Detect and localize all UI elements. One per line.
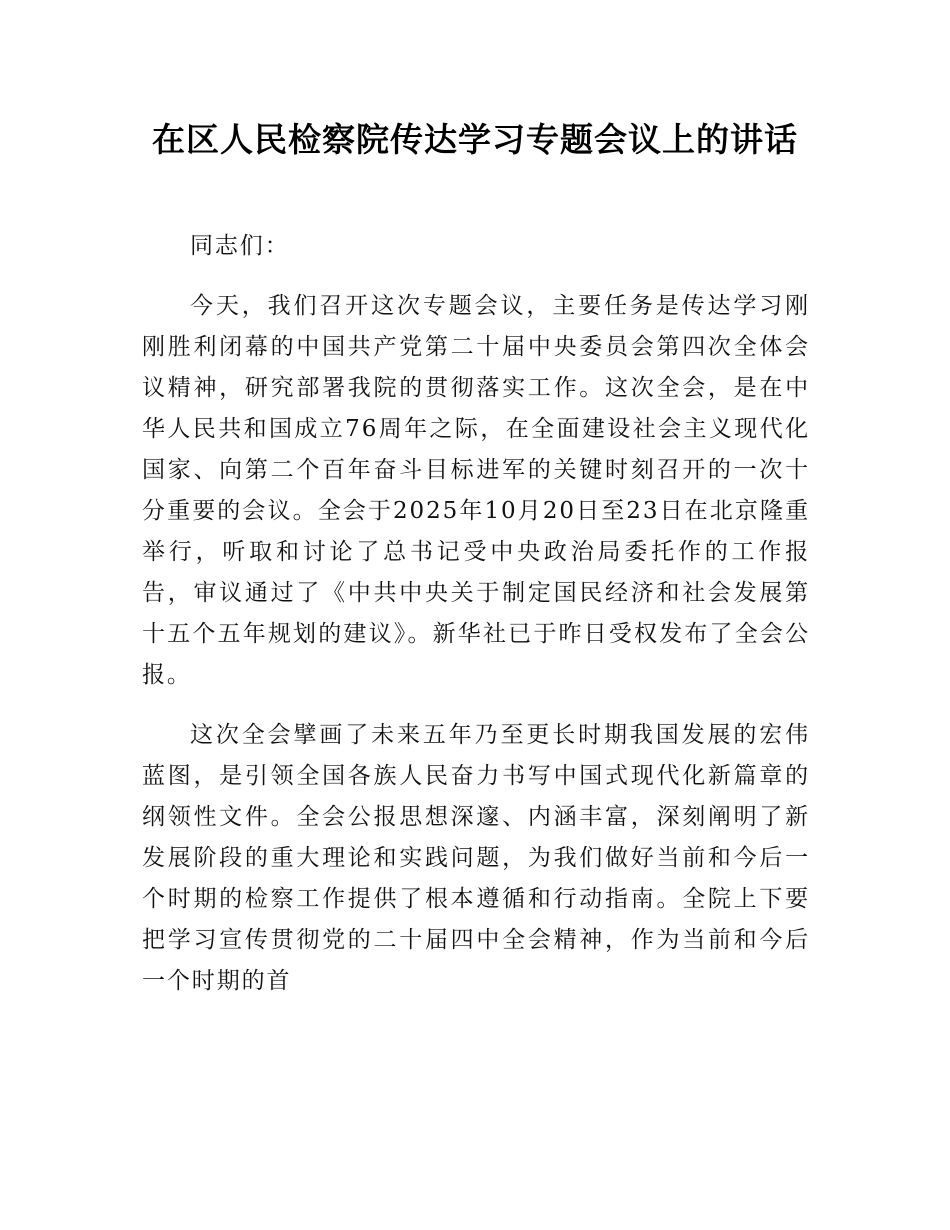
salutation: 同志们： — [190, 233, 290, 259]
document-title: 在区人民检察院传达学习专题会议上的讲话 — [152, 120, 798, 159]
document-body — [142, 226, 810, 1002]
paragraph-2: 这次全会擘画了未来五年乃至更长时期我国发展的宏伟蓝图，是引领全国各族人民奋力书写中国式现代化新篇章的纲领性文件。全会公报思想深邃、内涵丰富，深刻阐明了新发展阶段的重大理论和实践问题，为我们做好当前和今后一个时期的检察工作提供了根本遵循和行动指南。全院上下要把学习宣传贯彻党的二十届四中全会精神，作为当前和今后一个时期的首 — [142, 722, 810, 994]
paragraph-1: 今天，我们召开这次专题会议，主要任务是传达学习刚刚胜利闭幕的中国共产党第二十届中央委员会第四次全体会议精神，研究部署我院的贯彻落实工作。这次全会，是在中华人民共和国成立76周年之际，在全面建设社会主义现代化国家、向第二个百年奋斗目标进军的关键时刻召开的一次十分重要的会议。全会于2025年10月20日至23日在北京隆重举行，听取和讨论了总书记受中央政治局委托作的工作报告，审议通过了《中共中央关于制定国民经济和社会发展第十五个五年规划的建议》。新华社已于昨日受权发布了全会公报。 — [142, 293, 810, 688]
